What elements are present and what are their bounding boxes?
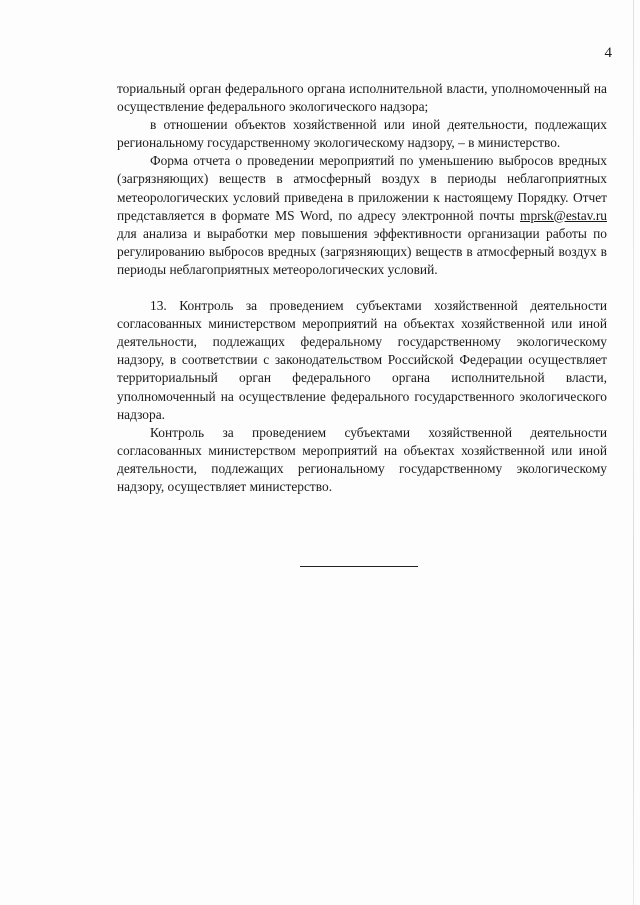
paragraph-continuation: ториальный орган федерального органа исполнительной власти, уполномоченный на осуществление федерального экологического надзора;: [117, 81, 607, 115]
report-form-text-end: для анализа и выработки мер повышения эффективности организации работы по регулированию выбросов вредных (загрязняющих) веществ в атмосферный воздух в периоды неблагоприятных метеорологических условий.: [117, 225, 607, 277]
paragraph-regional-objects: в отношении объектов хозяйственной или иной деятельности, подлежащих региональному государственному экологическому надзору, – в министерство.: [117, 117, 607, 151]
document-body: [117, 80, 607, 496]
email-link[interactable]: mprsk@estav.ru: [520, 207, 607, 223]
paragraph-section-13: 13. Контроль за проведением субъектами хозяйственной деятельности согласованных министерством мероприятий на объектах хозяйственной или иной деятельности, подлежащих федеральному государственному экологическому надзору, в соответствии с законодательством Российской Федерации осуществляет территориальный орган федерального органа исполнительной власти, уполномоченный на осуществление федерального государственного экологического надзора.: [117, 298, 607, 422]
page-number: 4: [604, 45, 612, 61]
paragraph-report-form: [117, 152, 607, 279]
end-separator-line: [300, 566, 418, 567]
scan-edge-line: [633, 0, 634, 905]
report-form-text-start: Форма отчета о проведении мероприятий по уменьшению выбросов вредных (загрязняющих) веществ в атмосферный воздух в периоды неблагоприятных метеорологических условий приведена в приложении к настоящему Порядку. Отчет представляется в формате MS Word, по адресу электронной почты: [117, 153, 607, 223]
paragraph-regional-control: Контроль за проведением субъектами хозяйственной деятельности согласованных министерством мероприятий на объектах хозяйственной или иной деятельности, подлежащих региональному государственному экологическому надзору, осуществляет министерство.: [117, 424, 607, 494]
